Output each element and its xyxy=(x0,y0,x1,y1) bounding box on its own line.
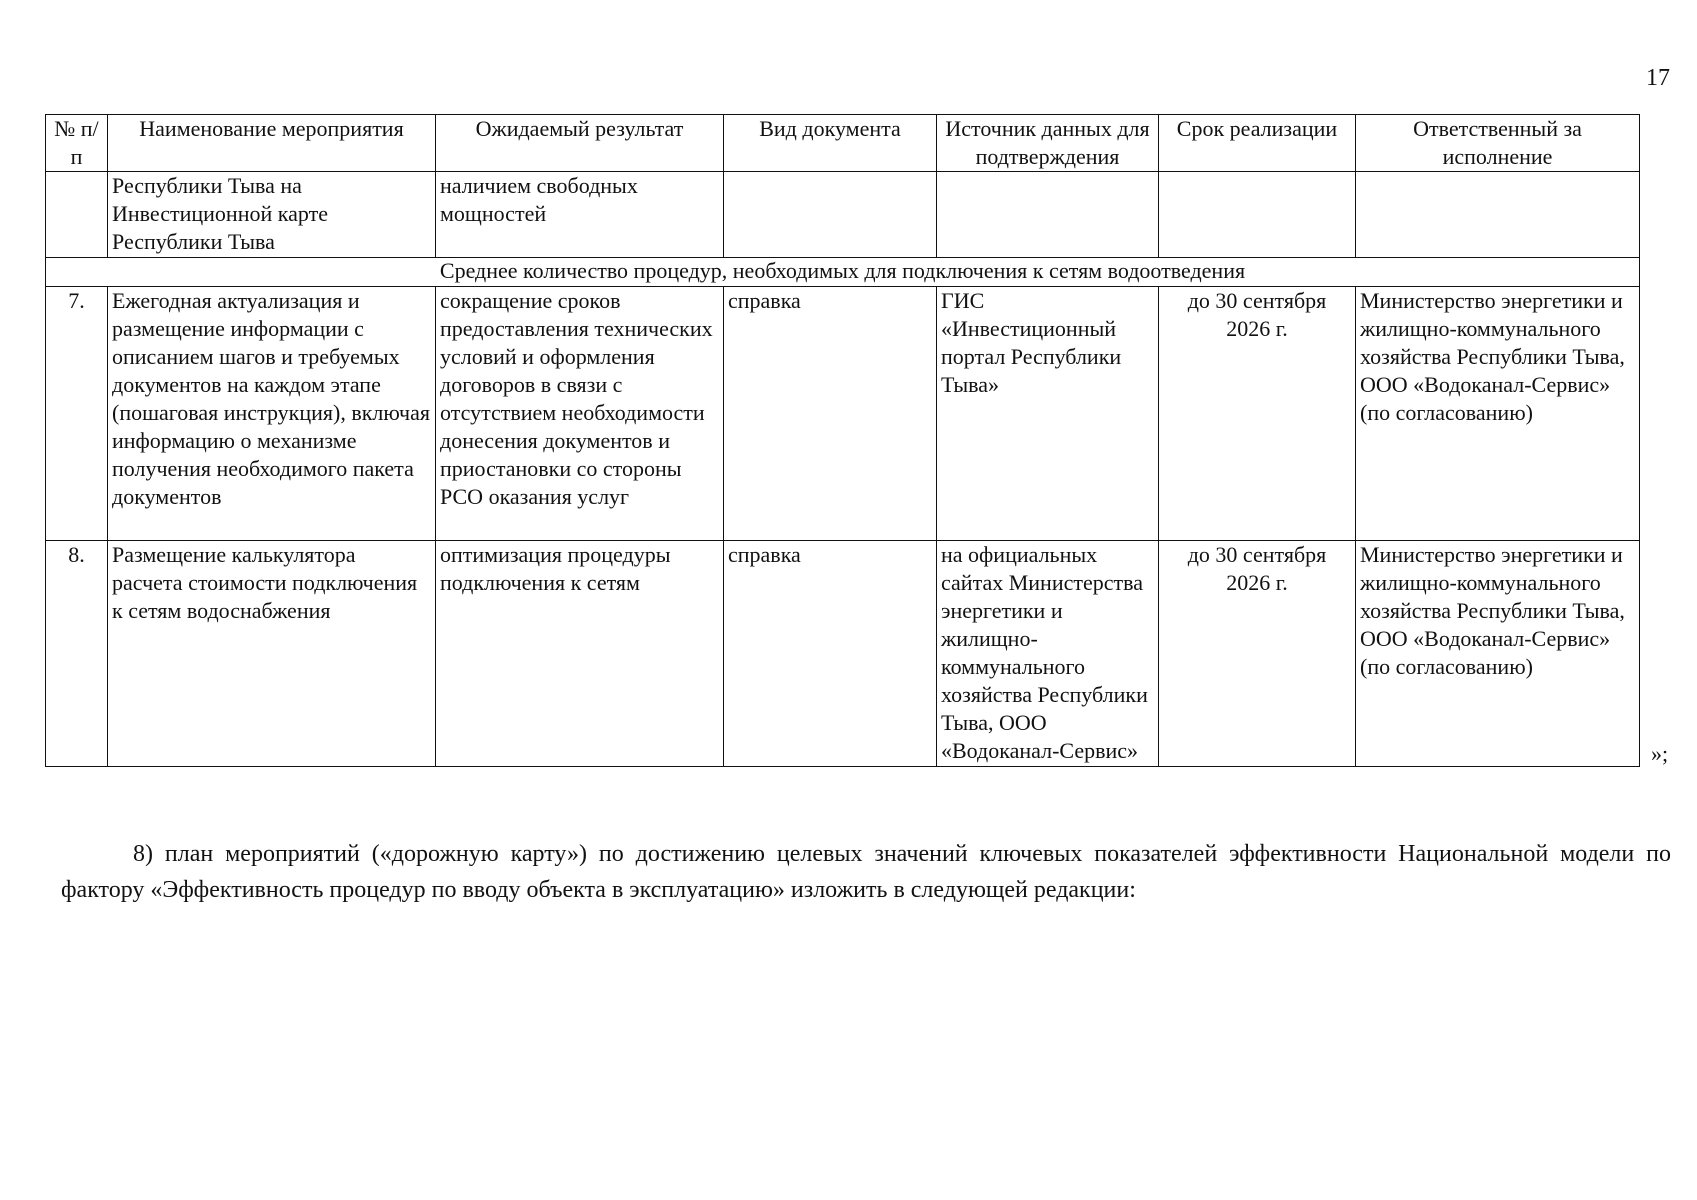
cell-responsible xyxy=(1356,172,1640,258)
header-source: Источник данных для подтверждения xyxy=(937,115,1159,172)
cell-result: сокращение сроков предоставления технических условий и оформления договоров в связи с отсутствием необходимости донесения документов и приостановки со стороны РСО оказания услуг xyxy=(436,287,724,541)
cell-source: ГИС «Инвестиционный портал Республики Тыва» xyxy=(937,287,1159,541)
table-row-continued xyxy=(46,172,1640,258)
cell-doc xyxy=(724,172,937,258)
cell-num: 8. xyxy=(46,541,108,767)
header-num: № п/п xyxy=(46,115,108,172)
section-title: Среднее количество процедур, необходимых для подключения к сетям водоотведения xyxy=(46,258,1640,287)
header-term: Срок реализации xyxy=(1159,115,1356,172)
body-paragraph: 8) план мероприятий («дорожную карту») по достижению целевых значений ключевых показателей эффективности Национальной модели по фактору «Эффективность процедур по вводу объекта в эксплуатацию» изложить в следующей редакции: xyxy=(61,841,1671,903)
header-doc: Вид документа xyxy=(724,115,937,172)
header-result: Ожидаемый результат xyxy=(436,115,724,172)
cell-result: оптимизация процедуры подключения к сетям xyxy=(436,541,724,767)
cell-num xyxy=(46,172,108,258)
cell-name: Размещение калькулятора расчета стоимости подключения к сетям водоснабжения xyxy=(108,541,436,767)
header-responsible: Ответственный за исполнение xyxy=(1356,115,1640,172)
cell-source: на официальных сайтах Министерства энергетики и жилищно-коммунального хозяйства Республики Тыва, ООО «Водоканал-Сервис» xyxy=(937,541,1159,767)
cell-result: наличием свободных мощностей xyxy=(436,172,724,258)
cell-term: до 30 сентября 2026 г. xyxy=(1159,287,1356,541)
roadmap-table xyxy=(45,114,1640,767)
page-number: 17 xyxy=(1646,65,1670,91)
table-header-row xyxy=(46,115,1640,172)
header-name: Наименование мероприятия xyxy=(108,115,436,172)
cell-name: Ежегодная актуализация и размещение информации с описанием шагов и требуемых документов на каждом этапе (пошаговая инструкция), включая информацию о механизме получения необходимого пакета документов xyxy=(108,287,436,541)
cell-doc: справка xyxy=(724,287,937,541)
cell-source xyxy=(937,172,1159,258)
table-row xyxy=(46,541,1640,767)
table-row xyxy=(46,287,1640,541)
cell-doc: справка xyxy=(724,541,937,767)
cell-num: 7. xyxy=(46,287,108,541)
table-end-mark: »; xyxy=(1651,741,1669,766)
cell-term: до 30 сентября 2026 г. xyxy=(1159,541,1356,767)
section-row xyxy=(46,258,1640,287)
cell-responsible: Министерство энергетики и жилищно-коммунального хозяйства Республики Тыва, ООО «Водоканал-Сервис» (по согласованию) xyxy=(1356,541,1640,767)
cell-responsible: Министерство энергетики и жилищно-коммунального хозяйства Республики Тыва, ООО «Водоканал-Сервис» (по согласованию) xyxy=(1356,287,1640,541)
cell-name: Республики Тыва на Инвестиционной карте Республики Тыва xyxy=(108,172,436,258)
cell-term xyxy=(1159,172,1356,258)
